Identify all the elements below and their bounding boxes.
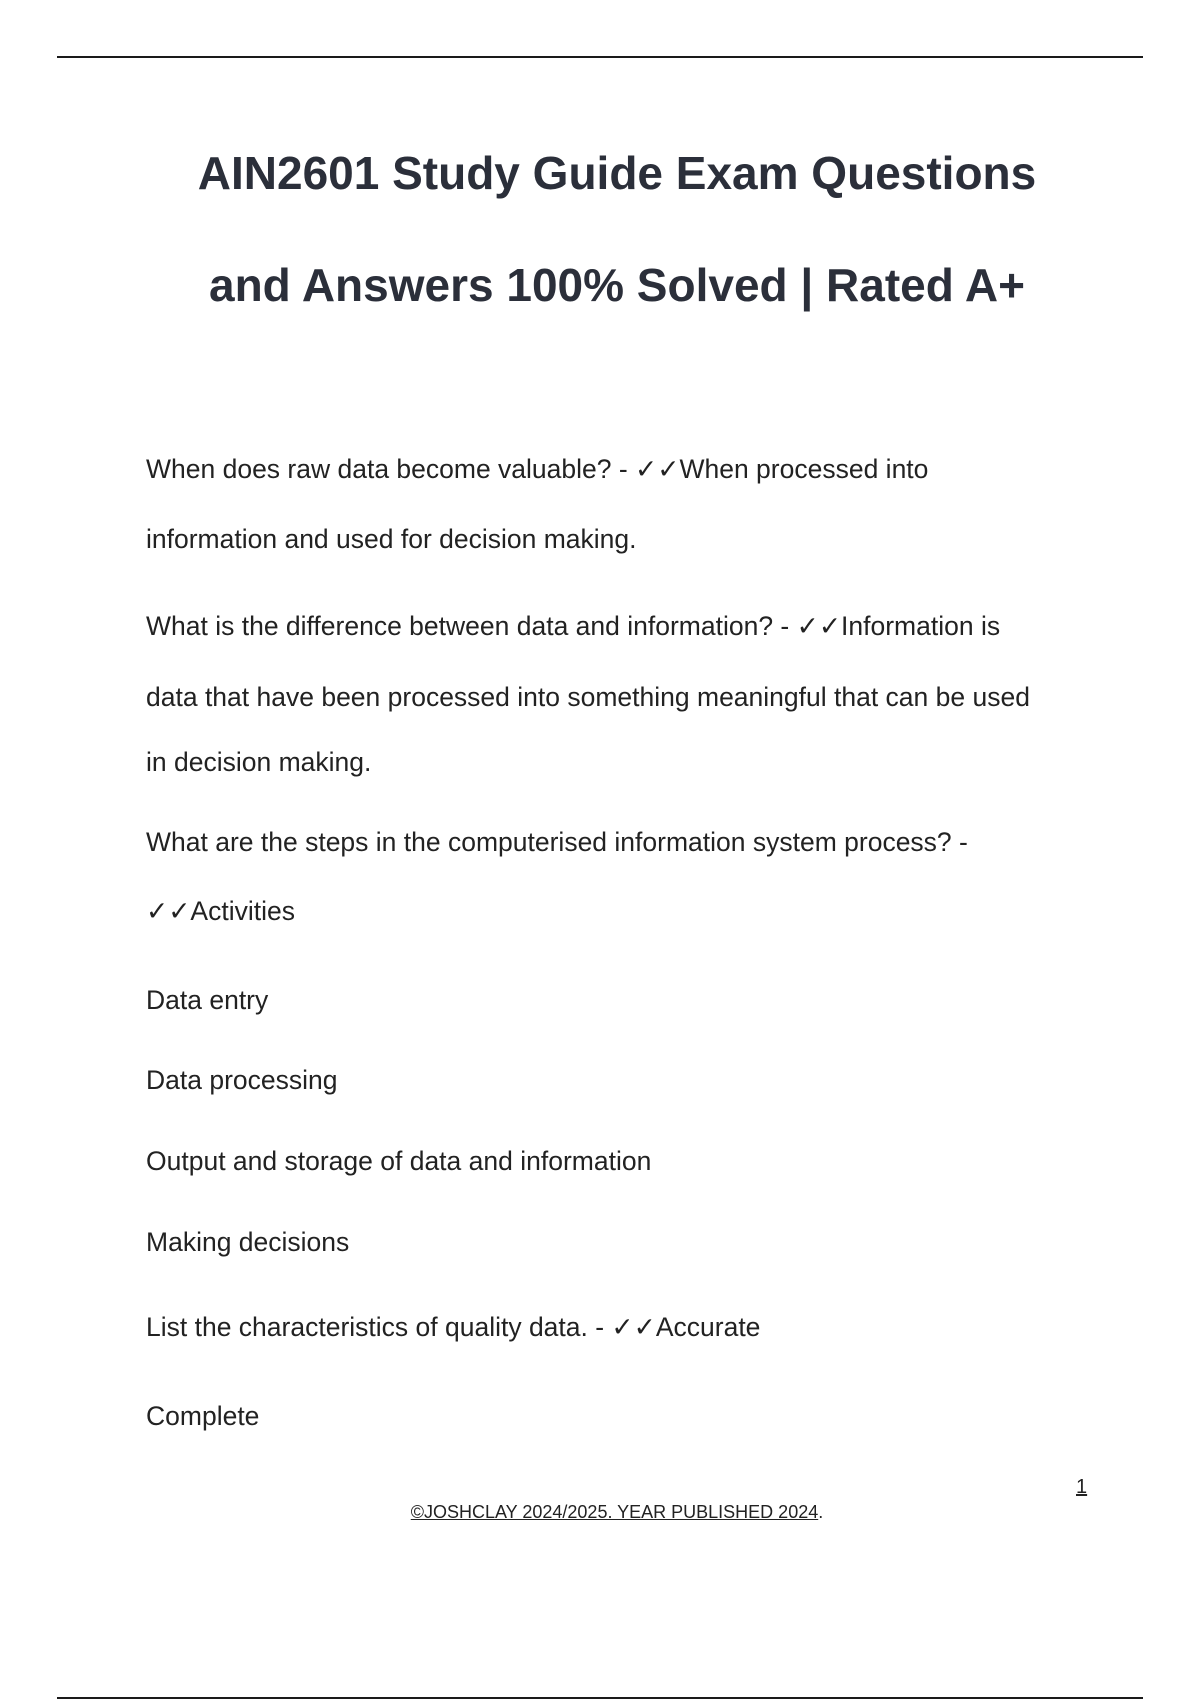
qa-line-1: When does raw data become valuable? - ✓✓When processed into: [146, 454, 929, 484]
qa-line-9: Data processing: [146, 1065, 338, 1095]
footer-copyright: ©JOSHCLAY 2024/2025. YEAR PUBLISHED 2024: [410, 1502, 819, 1522]
qa-line-4: data that have been processed into something meaningful that can be used: [146, 682, 1030, 712]
qa-line-11: Making decisions: [146, 1227, 350, 1257]
qa-line-5: in decision making.: [146, 747, 372, 777]
page-number: 1: [1076, 1476, 1088, 1498]
qa-line-10: Output and storage of data and information: [146, 1146, 652, 1176]
qa-line-2: information and used for decision making.: [146, 524, 637, 554]
qa-line-7: ✓✓Activities: [146, 896, 295, 926]
top-rule: [57, 56, 1143, 58]
footer: [0, 1502, 1200, 1523]
qa-line-12: List the characteristics of quality data. - ✓✓Accurate: [146, 1312, 761, 1342]
qa-line-8: Data entry: [146, 985, 269, 1015]
qa-line-13: Complete: [146, 1401, 260, 1431]
bottom-rule: [57, 1697, 1143, 1699]
document-title-line-1: AIN2601 Study Guide Exam Questions: [197, 147, 1037, 199]
qa-line-3: What is the difference between data and information? - ✓✓Information is: [146, 611, 1001, 641]
footer-period: .: [818, 1502, 824, 1522]
document-title-line-2: and Answers 100% Solved | Rated A+: [208, 259, 1026, 311]
qa-line-6: What are the steps in the computerised information system process? -: [146, 827, 968, 857]
